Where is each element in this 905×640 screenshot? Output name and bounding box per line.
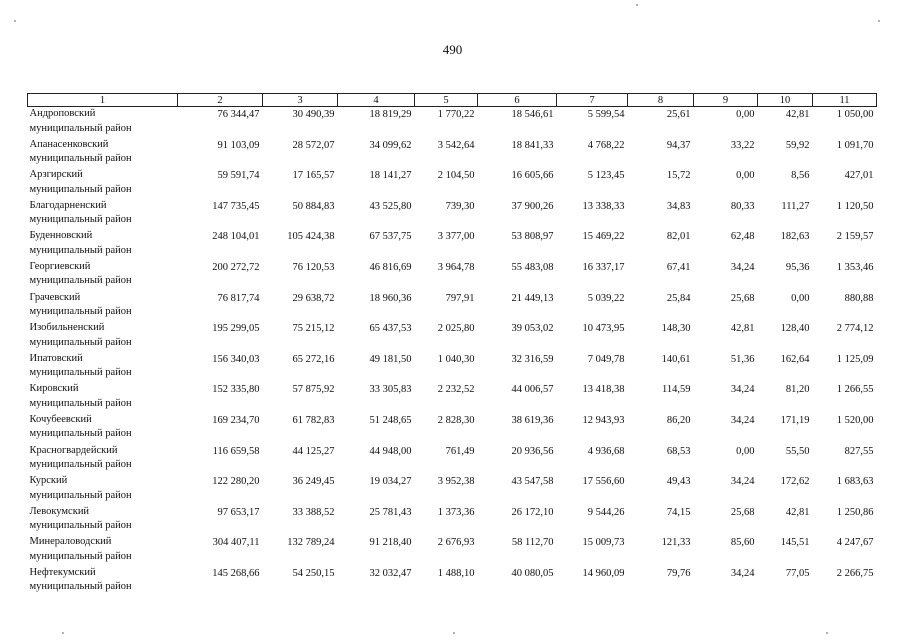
column-header-4: 4: [338, 94, 415, 107]
district-name: Изобильненский: [29, 322, 105, 334]
district-name-cell: [28, 535, 178, 566]
value-cell-col-9: 0,00: [736, 445, 755, 457]
value-cell-col-3: 57 875,92: [292, 384, 335, 396]
district-name-cell: [28, 107, 178, 138]
value-cell-col-4: 34 099,62: [369, 139, 412, 151]
value-cell-col-6: 43 547,58: [511, 476, 554, 488]
table-row: [28, 229, 877, 260]
value-cell-col-11: 4 247,67: [836, 537, 874, 549]
district-name-cell: [28, 291, 178, 322]
table-row: [28, 291, 877, 322]
district-name-cell: [28, 413, 178, 444]
value-cell-col-4: 18 960,36: [369, 292, 412, 304]
value-cell-col-8: 121,33: [661, 537, 691, 549]
scan-speck: [878, 20, 880, 22]
value-cell-col-10: 81,20: [785, 384, 810, 396]
value-cell-col-10: 111,27: [781, 200, 810, 212]
value-cell-col-2: 248 104,01: [212, 231, 260, 243]
value-cell-col-4: 91 218,40: [369, 537, 412, 549]
district-type: муниципальный район: [29, 428, 132, 440]
value-cell-col-8: 67,41: [666, 261, 691, 273]
value-cell-col-6: 40 080,05: [511, 567, 554, 579]
value-cell-col-4: 67 537,75: [369, 231, 412, 243]
value-cell-col-11: 427,01: [844, 170, 874, 182]
district-name-cell: [28, 138, 178, 169]
column-header-11: 11: [813, 94, 877, 107]
value-cell-col-5: 1 770,22: [437, 109, 475, 120]
value-cell-col-11: 1 353,46: [836, 261, 874, 273]
value-cell-col-10: 77,05: [785, 567, 810, 579]
district-name-cell: [28, 352, 178, 383]
value-cell-col-8: 140,61: [661, 353, 691, 365]
district-name-cell: [28, 505, 178, 536]
value-cell-col-8: 94,37: [666, 139, 691, 151]
value-cell-col-4: 33 305,83: [369, 384, 412, 396]
district-type: муниципальный район: [29, 244, 132, 256]
value-cell-col-8: 79,76: [666, 567, 691, 579]
value-cell-col-10: 171,19: [780, 414, 810, 426]
value-cell-col-8: 74,15: [666, 506, 691, 518]
table-row: [28, 260, 877, 291]
value-cell-col-5: 3 952,38: [437, 476, 475, 488]
district-name-cell: [28, 474, 178, 505]
value-cell-col-8: 49,43: [666, 476, 691, 488]
value-cell-col-3: 65 272,16: [292, 353, 335, 365]
value-cell-col-11: 1 520,00: [836, 414, 874, 426]
value-cell-col-3: 76 120,53: [292, 261, 335, 273]
value-cell-col-5: 1 040,30: [437, 353, 475, 365]
district-type: муниципальный район: [29, 153, 132, 165]
value-cell-col-11: 1 683,63: [836, 476, 874, 488]
district-name: Минераловодский: [29, 536, 112, 548]
value-cell-col-4: 32 032,47: [369, 567, 412, 579]
value-cell-col-6: 16 605,66: [511, 170, 554, 182]
value-cell-col-5: 1 373,36: [437, 506, 475, 518]
value-cell-col-10: 0,00: [791, 292, 810, 304]
district-type: муниципальный район: [29, 397, 132, 409]
value-cell-col-11: 1 266,55: [836, 384, 874, 396]
district-name: Георгиевский: [29, 260, 91, 272]
value-cell-col-10: 145,51: [780, 537, 810, 549]
value-cell-col-10: 162,64: [780, 353, 810, 365]
value-cell-col-9: 34,24: [730, 414, 755, 426]
district-type: муниципальный район: [29, 336, 132, 348]
value-cell-col-11: 1 250,86: [836, 506, 874, 518]
scan-speck: [62, 632, 64, 634]
table-row: [28, 444, 877, 475]
district-name-cell: [28, 199, 178, 230]
district-name: Апанасенковский: [29, 138, 109, 150]
value-cell-col-9: 51,36: [730, 353, 755, 365]
district-type: муниципальный район: [29, 581, 132, 593]
value-cell-col-6: 18 841,33: [511, 139, 554, 151]
table-row: [28, 413, 877, 444]
value-cell-col-5: 1 488,10: [437, 567, 475, 579]
value-cell-col-4: 18 819,29: [369, 109, 412, 120]
value-cell-col-2: 152 335,80: [212, 384, 260, 396]
value-cell-col-7: 5 039,22: [587, 292, 625, 304]
district-type: муниципальный район: [29, 306, 132, 318]
district-type: муниципальный район: [29, 489, 132, 501]
data-table: [27, 93, 877, 597]
value-cell-col-7: 15 009,73: [582, 537, 625, 549]
table-row: [28, 535, 877, 566]
district-type: муниципальный район: [29, 367, 132, 379]
value-cell-col-9: 80,33: [730, 200, 755, 212]
district-name-cell: [28, 168, 178, 199]
value-cell-col-2: 195 299,05: [212, 323, 260, 335]
page-number: 490: [442, 42, 463, 57]
value-cell-col-10: 59,92: [785, 139, 810, 151]
value-cell-col-11: 1 091,70: [836, 139, 874, 151]
value-cell-col-8: 148,30: [661, 323, 691, 335]
value-cell-col-7: 12 943,93: [582, 414, 625, 426]
value-cell-col-2: 156 340,03: [212, 353, 260, 365]
value-cell-col-8: 34,83: [666, 200, 691, 212]
table-body: [28, 107, 877, 597]
scan-speck: [826, 632, 828, 634]
value-cell-col-6: 32 316,59: [511, 353, 554, 365]
district-name: Кочубеевский: [29, 413, 92, 425]
value-cell-col-8: 86,20: [666, 414, 691, 426]
value-cell-col-9: 85,60: [730, 537, 755, 549]
district-name-cell: [28, 566, 178, 597]
value-cell-col-9: 0,00: [736, 109, 755, 120]
value-cell-col-5: 3 542,64: [437, 139, 475, 151]
value-cell-col-9: 42,81: [730, 323, 755, 335]
value-cell-col-9: 34,24: [730, 567, 755, 579]
value-cell-col-5: 3 964,78: [437, 261, 475, 273]
district-name: Красногвардейский: [29, 444, 118, 456]
value-cell-col-6: 55 483,08: [511, 261, 554, 273]
district-type: муниципальный район: [29, 520, 132, 532]
value-cell-col-7: 13 418,38: [582, 384, 625, 396]
value-cell-col-3: 33 388,52: [292, 506, 335, 518]
value-cell-col-2: 91 103,09: [217, 139, 260, 151]
column-header-10: 10: [758, 94, 813, 107]
value-cell-col-5: 761,49: [445, 445, 475, 457]
value-cell-col-7: 17 556,60: [582, 476, 625, 488]
value-cell-col-5: 2 232,52: [437, 384, 475, 396]
value-cell-col-5: 3 377,00: [437, 231, 475, 243]
value-cell-col-3: 28 572,07: [292, 139, 335, 151]
value-cell-col-9: 34,24: [730, 261, 755, 273]
value-cell-col-3: 50 884,83: [292, 200, 335, 212]
value-cell-col-6: 18 546,61: [511, 109, 554, 120]
value-cell-col-3: 105 424,38: [287, 231, 335, 243]
value-cell-col-4: 19 034,27: [369, 476, 412, 488]
value-cell-col-7: 9 544,26: [587, 506, 625, 518]
value-cell-col-3: 17 165,57: [292, 170, 335, 182]
value-cell-col-4: 18 141,27: [369, 170, 412, 182]
value-cell-col-7: 13 338,33: [582, 200, 625, 212]
scan-speck: [14, 20, 16, 22]
value-cell-col-7: 7 049,78: [587, 353, 625, 365]
district-name: Нефтекумский: [29, 566, 96, 578]
value-cell-col-10: 182,63: [780, 231, 810, 243]
value-cell-col-7: 14 960,09: [582, 567, 625, 579]
column-header-8: 8: [628, 94, 694, 107]
value-cell-col-4: 43 525,80: [369, 200, 412, 212]
district-name: Буденновский: [29, 230, 93, 242]
district-type: муниципальный район: [29, 183, 132, 195]
value-cell-col-7: 5 599,54: [587, 109, 625, 120]
value-cell-col-3: 61 782,83: [292, 414, 335, 426]
value-cell-col-6: 20 936,56: [511, 445, 554, 457]
value-cell-col-8: 68,53: [666, 445, 691, 457]
table-row: [28, 168, 877, 199]
column-header-9: 9: [694, 94, 758, 107]
value-cell-col-8: 114,59: [662, 384, 691, 396]
value-cell-col-4: 51 248,65: [369, 414, 412, 426]
value-cell-col-11: 1 050,00: [836, 109, 874, 120]
value-cell-col-6: 38 619,36: [511, 414, 554, 426]
value-cell-col-2: 59 591,74: [217, 170, 260, 182]
value-cell-col-3: 132 789,24: [287, 537, 335, 549]
value-cell-col-8: 25,61: [666, 109, 691, 120]
district-type: муниципальный район: [29, 550, 132, 562]
value-cell-col-10: 95,36: [785, 261, 810, 273]
district-name-cell: [28, 444, 178, 475]
value-cell-col-6: 58 112,70: [511, 537, 554, 549]
value-cell-col-3: 44 125,27: [292, 445, 335, 457]
district-type: муниципальный район: [29, 122, 132, 134]
value-cell-col-9: 33,22: [730, 139, 755, 151]
value-cell-col-3: 36 249,45: [292, 476, 335, 488]
value-cell-col-2: 147 735,45: [212, 200, 260, 212]
value-cell-col-4: 49 181,50: [369, 353, 412, 365]
column-header-1: 1: [28, 94, 178, 107]
value-cell-col-8: 15,72: [666, 170, 691, 182]
value-cell-col-5: 797,91: [445, 292, 475, 304]
value-cell-col-4: 25 781,43: [369, 506, 412, 518]
value-cell-col-11: 2 266,75: [836, 567, 874, 579]
value-cell-col-10: 42,81: [785, 506, 810, 518]
value-cell-col-3: 75 215,12: [292, 323, 335, 335]
table-row: [28, 138, 877, 169]
value-cell-col-11: 827,55: [844, 445, 874, 457]
value-cell-col-9: 34,24: [730, 384, 755, 396]
scan-speck: [636, 4, 638, 6]
value-cell-col-2: 116 659,58: [212, 445, 260, 457]
value-cell-col-5: 2 025,80: [437, 323, 475, 335]
column-header-6: 6: [478, 94, 557, 107]
district-name: Ипатовский: [29, 352, 83, 364]
district-name: Курский: [29, 475, 68, 487]
value-cell-col-5: 2 828,30: [437, 414, 475, 426]
table-row: [28, 474, 877, 505]
district-name: Кировский: [29, 383, 79, 395]
value-cell-col-4: 65 437,53: [369, 323, 412, 335]
value-cell-col-9: 25,68: [730, 506, 755, 518]
value-cell-col-6: 37 900,26: [511, 200, 554, 212]
value-cell-col-7: 16 337,17: [582, 261, 625, 273]
table-row: [28, 382, 877, 413]
district-name-cell: [28, 321, 178, 352]
district-name: Левокумский: [29, 505, 90, 517]
table-row: [28, 566, 877, 597]
value-cell-col-10: 128,40: [780, 323, 810, 335]
district-type: муниципальный район: [29, 214, 132, 226]
value-cell-col-2: 76 344,47: [217, 109, 260, 120]
value-cell-col-9: 34,24: [730, 476, 755, 488]
value-cell-col-6: 44 006,57: [511, 384, 554, 396]
table-row: [28, 352, 877, 383]
value-cell-col-6: 53 808,97: [511, 231, 554, 243]
value-cell-col-10: 172,62: [780, 476, 810, 488]
table-row: [28, 321, 877, 352]
value-cell-col-6: 21 449,13: [511, 292, 554, 304]
value-cell-col-2: 145 268,66: [212, 567, 260, 579]
value-cell-col-7: 4 768,22: [587, 139, 625, 151]
district-name: Андроповский: [29, 108, 96, 119]
value-cell-col-7: 10 473,95: [582, 323, 625, 335]
value-cell-col-10: 55,50: [785, 445, 810, 457]
value-cell-col-7: 5 123,45: [587, 170, 625, 182]
district-name: Грачевский: [29, 291, 81, 303]
value-cell-col-6: 39 053,02: [511, 323, 554, 335]
table-row: [28, 107, 877, 138]
column-header-5: 5: [415, 94, 478, 107]
district-name-cell: [28, 229, 178, 260]
value-cell-col-3: 29 638,72: [292, 292, 335, 304]
value-cell-col-2: 76 817,74: [217, 292, 260, 304]
district-name-cell: [28, 260, 178, 291]
value-cell-col-5: 2 104,50: [437, 170, 475, 182]
value-cell-col-2: 169 234,70: [212, 414, 260, 426]
district-type: муниципальный район: [29, 275, 132, 287]
value-cell-col-2: 97 653,17: [217, 506, 260, 518]
value-cell-col-2: 200 272,72: [212, 261, 260, 273]
value-cell-col-11: 880,88: [844, 292, 874, 304]
value-cell-col-8: 25,84: [666, 292, 691, 304]
value-cell-col-9: 62,48: [730, 231, 755, 243]
value-cell-col-11: 1 125,09: [836, 353, 874, 365]
value-cell-col-5: 2 676,93: [437, 537, 475, 549]
district-type: муниципальный район: [29, 459, 132, 471]
scan-speck: [453, 632, 455, 634]
value-cell-col-5: 739,30: [445, 200, 475, 212]
value-cell-col-10: 8,56: [791, 170, 810, 182]
value-cell-col-9: 0,00: [736, 170, 755, 182]
value-cell-col-11: 2 159,57: [836, 231, 874, 243]
value-cell-col-6: 26 172,10: [511, 506, 554, 518]
value-cell-col-8: 82,01: [666, 231, 691, 243]
value-cell-col-2: 122 280,20: [212, 476, 260, 488]
value-cell-col-11: 1 120,50: [836, 200, 874, 212]
value-cell-col-7: 4 936,68: [587, 445, 625, 457]
column-header-3: 3: [263, 94, 338, 107]
value-cell-col-2: 304 407,11: [212, 537, 260, 549]
value-cell-col-3: 54 250,15: [292, 567, 335, 579]
district-name-cell: [28, 382, 178, 413]
value-cell-col-3: 30 490,39: [292, 109, 335, 120]
table-header: [28, 94, 877, 107]
table-row: [28, 199, 877, 230]
column-header-2: 2: [178, 94, 263, 107]
value-cell-col-11: 2 774,12: [836, 323, 874, 335]
value-cell-col-4: 46 816,69: [369, 261, 412, 273]
header-row: [28, 94, 877, 107]
value-cell-col-7: 15 469,22: [582, 231, 625, 243]
value-cell-col-4: 44 948,00: [369, 445, 412, 457]
district-name: Арзгирский: [29, 169, 83, 181]
district-name: Благодарненский: [29, 199, 107, 211]
table-row: [28, 505, 877, 536]
value-cell-col-9: 25,68: [730, 292, 755, 304]
column-header-7: 7: [557, 94, 628, 107]
value-cell-col-10: 42,81: [785, 109, 810, 120]
